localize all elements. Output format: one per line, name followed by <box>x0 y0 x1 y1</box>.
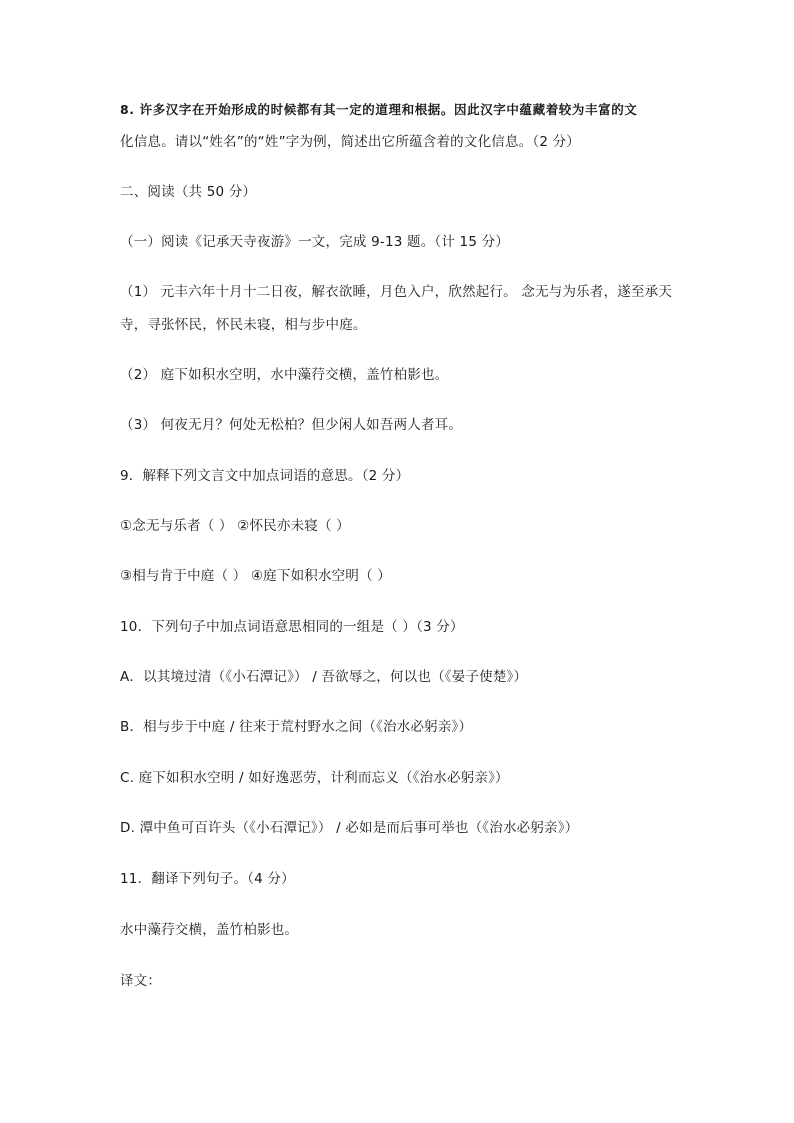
section-2-heading: 二、阅读（共 50 分） <box>120 184 257 200</box>
question-8-line-2: 化信息。请以“姓名”的“姓”字为例，简述出它所蕴含着的文化信息。（2 分） <box>120 134 581 150</box>
passage-paragraph-1-line-1: （1） 元丰六年十月十二日夜，解衣欲睡，月色入户，欣然起行。 念无与为乐者，遂至承天 <box>120 284 673 300</box>
passage-paragraph-2: （2） 庭下如积水空明，水中藻荇交横，盖竹柏影也。 <box>120 367 449 383</box>
question-10-option-b: B．相与步于中庭 / 往来于荒村野水之间（《治水必躬亲》） <box>120 719 473 735</box>
question-9-items-row-2: ③相与肯于中庭（ ） ④庭下如积水空明（ ） <box>120 568 391 584</box>
passage-paragraph-1-line-2: 寺，寻张怀民，怀民未寝，相与步中庭。 <box>120 317 367 333</box>
question-11-sentence: 水中藻荇交横，盖竹柏影也。 <box>120 922 299 938</box>
question-9-items-row-1: ①念无与乐者（ ） ②怀民亦未寝（ ） <box>120 518 350 534</box>
passage-paragraph-3: （3） 何夜无月？何处无松柏？但少闲人如吾两人者耳。 <box>120 417 463 433</box>
subsection-1-heading: （一）阅读《记承天寺夜游》一文，完成 9-13 题。（计 15 分） <box>120 234 510 250</box>
question-10-option-c: C. 庭下如积水空明 / 如好逸恶劳，计利而忘义（《治水必躬亲》） <box>120 770 509 786</box>
question-8-line-1: 8. 许多汉字在开始形成的时候都有其一定的道理和根据。因此汉字中蕴藏着较为丰富的文 <box>120 102 638 117</box>
question-10-option-d: D. 潭中鱼可百许头（《小石潭记》） / 必如是而后事可举也（《治水必躬亲》） <box>120 820 579 836</box>
question-9-stem: 9．解释下列文言文中加点词语的意思。（2 分） <box>120 468 410 484</box>
question-10-option-a: A．以其境过清（《小石潭记》） / 吾欲辱之，何以也（《晏子使楚》） <box>120 669 528 685</box>
translation-label: 译文： <box>120 973 162 989</box>
question-11-stem: 11．翻译下列句子。（4 分） <box>120 871 295 887</box>
question-10-stem: 10．下列句子中加点词语意思相同的一组是（ ）（3 分） <box>120 619 464 635</box>
